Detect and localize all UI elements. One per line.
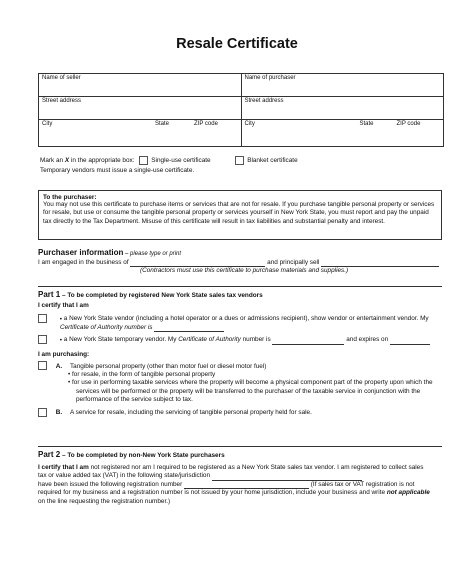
mark-prefix: Mark an <box>40 157 65 165</box>
purchaser-city-label: City <box>244 121 255 127</box>
part2-line1: not registered nor am I required to be registered as a New York State sales tax vendor. I am registered to collect sales <box>88 464 424 471</box>
purchasing-heading: I am purchasing: <box>38 351 90 358</box>
purchaser-notice-box <box>38 190 442 240</box>
part2-certify: I certify that I am <box>38 464 89 471</box>
temp-vendor-number-label: number is <box>240 336 271 344</box>
purchaser-name-field[interactable] <box>241 74 444 96</box>
part1-subtitle: – To be completed by registered New York State sales tax vendors <box>60 292 263 299</box>
option-a-checkbox[interactable] <box>38 361 47 370</box>
part2-line3-b: (If sales tax or VAT registration is not <box>310 480 415 488</box>
blanket-checkbox[interactable] <box>235 156 244 165</box>
not-applicable-text: not applicable <box>386 489 430 497</box>
contractors-note: (Contractors must use this certificate to purchase materials and supplies.) <box>140 267 349 275</box>
option-b-text: A service for resale, including the servicing of tangible personal property held for sale. <box>69 408 312 416</box>
temporary-vendor-note: Temporary vendors must issue a single-use certificate. <box>40 167 195 174</box>
ny-vendor-text: a New York State vendor (including a hotel operator or a dues or admissions recipient), show vendor or entertainment vendor. My <box>63 315 429 323</box>
purchaser-info-title: Purchaser information <box>38 248 124 257</box>
seller-street-label: Street address <box>42 98 82 104</box>
engaged-prefix: I am engaged in the business of <box>38 259 129 266</box>
part2-subtitle: – To be completed by non-New York State purchasers <box>60 452 225 459</box>
option-b-label: B. <box>55 408 63 416</box>
part1-section: Part 1 – To be completed by registered New York State sales tax vendors I certify that I am • a New York State vendor (including a hotel operator or a dues or admissions recipient), show vendor or entertainment vendor. My Certificate of Authority number is • a New York State temporary vendor. My Certificate of Authority number is and expires on I am purchasing: A. Tangible personal property (other than motor fuel or diesel motor fuel) • for resale, in the form of tangible personal property • for use in performing taxable services where the property will become a physical component part of the property upon which the services will be performed or the property will be transferred to the purchaser of the taxable service in conjunction with the performance of the service subject to tax. B. A service for resale, including the servicing of tangible personal property held for sale. <box>38 286 442 417</box>
purchaser-city-field[interactable] <box>241 120 444 146</box>
seller-street-field[interactable] <box>39 97 241 119</box>
seller-city-field[interactable] <box>39 120 241 146</box>
part2-line5: on the line requesting the registration number.) <box>38 497 171 505</box>
temp-vendor-expires-label: and expires on <box>346 336 389 344</box>
name-address-grid <box>38 73 444 147</box>
option-a1-text: for resale, in the form of tangible personal property <box>72 371 216 378</box>
notice-text: You may not use this certificate to purchase items or services that are not for resale. If you purchase tangible personal property or services for resale, but use or consume the tangible personal property or services yourself in New York State, you must report and pay the unpaid tax directly to the Tax Department. Misuse of this certificate will result in tax liabilities and substantial penalty and interest. <box>43 201 435 225</box>
engaged-suffix: and principally sell <box>267 259 320 266</box>
part2-title: Part 2 <box>38 450 61 459</box>
temp-vendor-cert-label: Certificate of Authority <box>178 336 241 344</box>
part1-title: Part 1 <box>38 290 61 299</box>
ny-vendor-cert-label: Certificate of Authority number is <box>60 324 153 331</box>
part2-line2: tax or value added tax (VAT) in the following state/jurisdiction <box>38 472 211 480</box>
purchaser-street-label: Street address <box>244 98 284 104</box>
seller-city-label: City <box>42 121 53 127</box>
purchaser-info-hint: – please type or print <box>123 251 182 257</box>
single-use-checkbox[interactable] <box>139 156 148 165</box>
option-a2-text-3: performance of the service subject to tax. <box>76 396 193 404</box>
certificate-type-selector <box>40 156 298 166</box>
blanket-label: Blanket certificate <box>247 157 298 165</box>
purchaser-name-label: Name of purchaser <box>244 75 296 81</box>
mark-suffix: in the appropriate box: <box>69 157 135 165</box>
purchaser-info-section <box>38 248 442 276</box>
part2-line3-a: have been issued the following registration number <box>38 480 183 488</box>
single-use-label: Single-use certificate <box>151 157 211 165</box>
temp-vendor-cert-number[interactable] <box>272 344 344 345</box>
option-a2-text-2: services will be performed or the property will be transferred to the purchaser of the taxable service in conjunction with the <box>76 387 421 395</box>
option-a-label: A. <box>55 362 63 370</box>
mark-x: X <box>64 157 70 165</box>
temp-vendor-text: a New York State temporary vendor. My <box>63 336 177 344</box>
seller-name-field[interactable] <box>39 74 241 96</box>
part2-line4: required for my business and a registration number is not issued by your home jurisdiction, include your business and write <box>38 489 387 497</box>
ny-vendor-checkbox[interactable] <box>38 314 47 323</box>
purchaser-state-label: State <box>359 121 374 127</box>
purchaser-street-field[interactable] <box>241 97 444 119</box>
option-a-text: Tangible personal property (other than motor fuel or diesel motor fuel) <box>69 362 267 370</box>
purchaser-zip-label: ZIP code <box>396 121 421 127</box>
seller-zip-label: ZIP code <box>194 121 218 127</box>
temp-vendor-checkbox[interactable] <box>38 335 47 344</box>
part2-section <box>38 446 442 506</box>
part1-certify: I certify that I am <box>38 302 89 309</box>
seller-state-label: State <box>155 121 170 127</box>
option-a2-text-1: for use in performing taxable services where the property will become a physical component part of the property upon which the <box>72 379 433 387</box>
ny-vendor-cert-number[interactable] <box>154 331 224 332</box>
temp-vendor-expiry-field[interactable] <box>390 344 430 345</box>
option-b-checkbox[interactable] <box>38 408 47 417</box>
document-title: Resale Certificate <box>176 36 298 52</box>
seller-name-label: Name of seller <box>42 75 81 81</box>
notice-heading: To the purchaser: <box>43 194 97 201</box>
